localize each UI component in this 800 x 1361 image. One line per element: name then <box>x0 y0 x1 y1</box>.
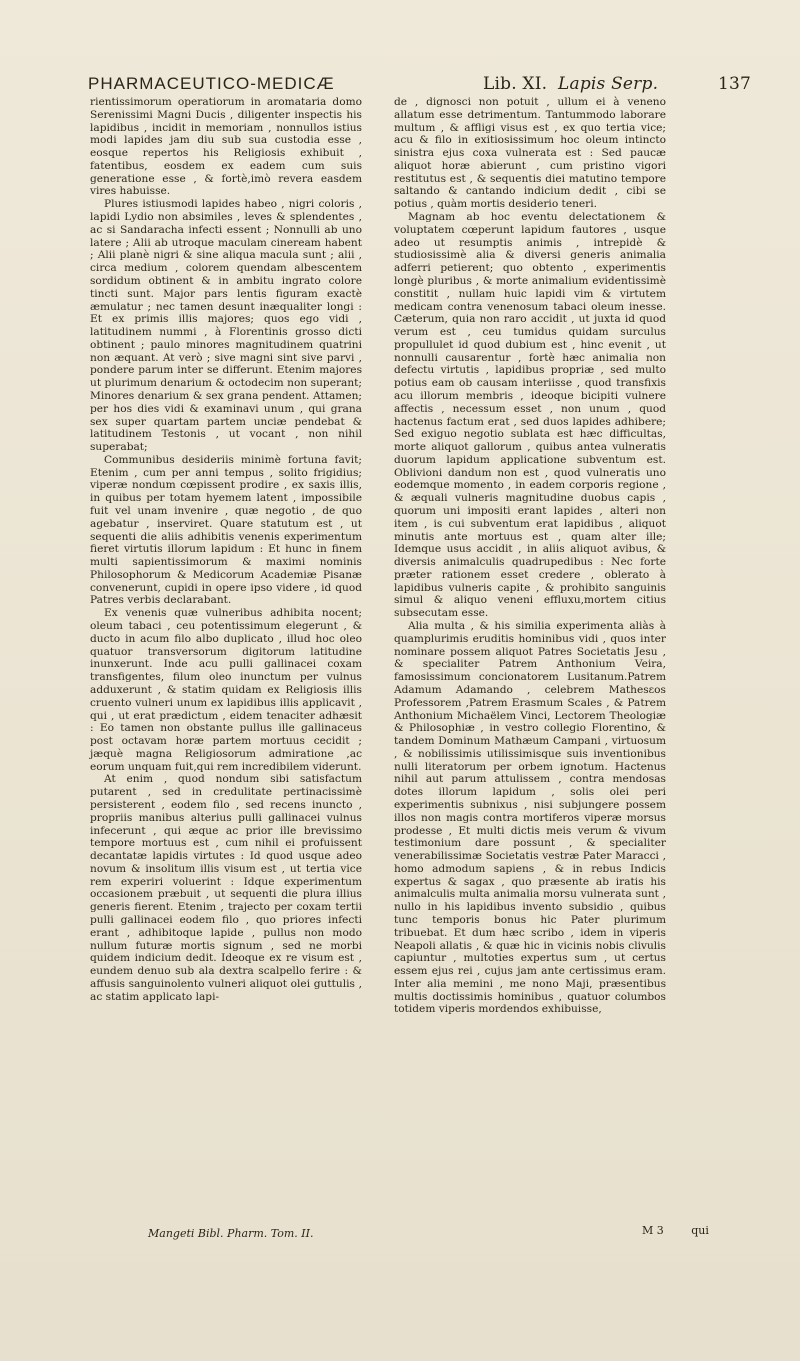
page-footer <box>618 1224 709 1237</box>
paragraph: rientissimorum operatiorum in aromataria domo Serenissimi Magni Ducis , diligenter inspectis his lapidibus , incidit in memoriam , nonnullos istius modi lapides jam diu sub sua custodia esse , eosque repertos his Religiosis exhibuit , fatentibus, eosdem ex eadem cum suis generatione esse , & fortè,imò revera easdem vires habuisse. <box>90 96 362 198</box>
paragraph: de , dignosci non potuit , ullum ei à veneno allatum esse detrimentum. Tantummodo laborare multum , & affligi visus est , ex quo tertia vice; acu & filo in exitiosissimum hoc oleum intincto sinistra ejus coxa vulnerata est : Sed paucæ aliquot horæ abierunt , cum pristino vigori restitutus est , & sequentis diei matutino tempore saltando & cantando indicium dedit , cibi se potius , quàm mortis desiderio teneri. <box>394 96 666 211</box>
signature-line: Mangeti Bibl. Pharm. Tom. II. <box>148 1227 314 1240</box>
paragraph: Plures istiusmodi lapides habeo , nigri coloris , lapidi Lydio non absimiles , leves & splendentes , ac si Sandaracha infecti essent ; Nonnulli ab uno latere ; Alii ab utroque maculam cineream habent ; Alii planè nigri & sine aliqua macula sunt ; alii , circa medium , colorem quendam albescentem sordidum obtinent & in ambitu ingrato colore tincti sunt. Major pars lentis figuram exactè æmulatur ; nec tamen desunt inæqualiter longi : Et ex primis illis majores; quos ego vidi , latitudinem nummi , à Florentinis grosso dicti obtinent ; paulo minores magnitudinem quatrini non æquant. At verò ; sive magni sint sive parvi , pondere parum inter se differunt. Etenim majores ut plurimum denarium & octodecim non superant; Minores denarium & sex grana pendent. Attamen; per hos dies vidi & examinavi unum , qui grana sex super quartam partem unciæ pendebat & latitudinem Testonis , ut vocant , non nihil superabat; <box>90 198 362 454</box>
running-title: PHARMACEUTICO-MEDICÆ <box>88 74 335 93</box>
section-title: Lapis Serp. <box>558 74 659 94</box>
paragraph: Magnam ab hoc eventu delectationem & voluptatem cœperunt lapidum fautores , usque adeo ut resumptis animis , intrepidè & studiosissimè alia & diversi generis animalia adferri petierent; quo obtento , experimentis longè pluribus , & morte animalium evidentissimè constitit , nullam huic lapidi vim & virtutem medicam contra venenosum tabaci oleum inesse. Cæterum, quia non raro accidit , ut juxta id quod verum est , ceu tumidus quidam surculus propullulet id quod dubium est , hinc evenit , ut nonnulli causarentur , fortè hæc animalia non defectu virtutis , lapidibus propriæ , sed multo potius eam ob causam interiisse , quod transfixis acu illorum membris , ideoque bicipiti vulnere affectis , necessum esset , non unum , quod hactenus factum erat , sed duos lapides adhibere; Sed exiguo negotio sublata est hæc difficultas, morte aliquot gallorum , quibus antea vulneratis duorum lapidum applicatione subventum est. Oblivioni dandum non est , quod vulneratis uno eodemque momento , in eadem corporis regione , & æquali vulneris magnitudine duobus capis , quorum uni impositi erant lapides , alteri non item , is cui subventum erat lapidibus , aliquot minutis ante mortuus est , quam alter ille; Idemque usus accidit , in aliis aliquot avibus, & diversis animalculis quadrupedibus : Nec forte præter rationem esset credere , oblerato à lapidibus vulneris capite , & prohibito sanguinis simul & aliquo veneni effluxu,mortem citius subsecutam esse. <box>394 211 666 620</box>
paragraph: At enim , quod nondum sibi satisfactum putarent , sed in credulitate pertinacissimè persisterent , eodem filo , sed recens inuncto , propriis manibus alterius pulli gallinacei vulnus infecerunt , qui æque ac prior ille brevissimo tempore mortuus est , cum nihil ei profuissent decantatæ lapidis virtutes : Id quod usque adeo novum & insolitum illis visum est , ut tertia vice rem experiri voluerint : Idque experimentum occasionem præbuit , ut sequenti die plura illius generis fierent. Etenim , trajecto per coxam tertii pulli gallinacei eodem filo , quo priores infecti erant , adhibitoque lapide , pullus non modo nullum futuræ mortis signum , sed ne morbi quidem indicium dedit. Ideoque ex re visum est , eundem denuo sub ala dextra scalpello ferire : & affusis sanguinolento vulneri aliquot olei guttulis , ac statim applicato lapi- <box>90 773 362 1003</box>
paragraph: Ex venenis quæ vulneribus adhibita nocent; oleum tabaci , ceu potentissimum elegerunt , & ducto in acum filo albo duplicato , illud hoc oleo quatuor transversorum digitorum latitudine inunxerunt. Inde acu pulli gallinacei coxam transfigentes, filum oleo inunctum per vulnus adduxerunt , & statim quidam ex Religiosis illis cruento vulneri unum ex lapidibus illis applicavit , qui , ut erat prædictum , eidem tenaciter adhæsit : Eo tamen non obstante pullus ille gallinaceus post octavam horæ partem mortuus cecidit ; jæquè magna Religiosorum admiratione ,ac eorum unquam fuit,qui rem incredibilem viderunt. <box>90 607 362 773</box>
right-column <box>394 96 666 1016</box>
book-number: Lib. XI. <box>483 74 548 94</box>
catchword: qui <box>691 1224 709 1237</box>
paragraph: Communibus desideriis minimè fortuna favit; Etenim , cum per anni tempus , solito frigidius; viperæ nondum cœpissent prodire , ex saxis illis, in quibus per totam hyemem latent , impossibile fuit vel unam invenire , quæ negotio , de quo agebatur , inserviret. Quare statutum est , ut sequenti die aliis adhibitis venenis experimentum fieret virtutis illorum lapidum : Et hunc in finem multi sapientissimorum & maximi nominis Philosophorum & Medicorum Academiæ Pisanæ convenerunt, cupidi in opere ipso videre , id quod Patres verbis declarabant. <box>90 453 362 607</box>
signature-mark: M 3 <box>642 1224 664 1237</box>
left-column <box>90 96 362 1003</box>
paragraph: Alia multa , & his similia experimenta aliàs à quamplurimis eruditis hominibus vidi , quos inter nominare possem aliquot Patres Societatis Jesu , & specialiter Patrem Anthonium Veira, famosissimum concionatorem Lusitanum.Patrem Adamum Adamando , celebrem Mathesεos Professorem ,Patrem Erasmum Scales , & Patrem Anthonium Michaëlem Vinci, Lectorem Theologiæ & Philosophiæ , in vestro collegio Florentino, & tandem Dominum Mathæum Campani , virtuosum , & nobilissimis utilissimisque suis inventionibus nulli literatorum per orbem ignotum. Hactenus nihil aut parum attulissem , contra mendosas dotes illorum lapidum , solis olei peri experimentis subnixus , nisi subjungere possem illos non magis contra mortiferos viperæ morsus prodesse , Et multi dictis meis verum & vivum testimonium dare possunt , & specialiter venerabilissimæ Societatis vestræ Pater Maracci , homo admodum sapiens , & in rebus Indicis expertus & sagax , quo præsente ab iratis his animalculis multa animalia morsu vulnerata sunt , nullo in his lapidibus invento subsidio , quibus tunc temporis bonus hic Pater plurimum tribuebat. Et dum hæc scribo , idem in viperis Neapoli allatis , & quæ hic in vicinis nobis clivulis capiuntur , multoties expertus sum , ut certus essem ejus rei , cujus jam ante certissimus eram. Inter alia memini , me nono Maji, præsentibus multis doctissimis hominibus , quatuor columbos totidem viperis mordendos exhibuisse, <box>394 620 666 1016</box>
page-number: 137 <box>718 74 752 94</box>
running-header <box>88 72 752 98</box>
